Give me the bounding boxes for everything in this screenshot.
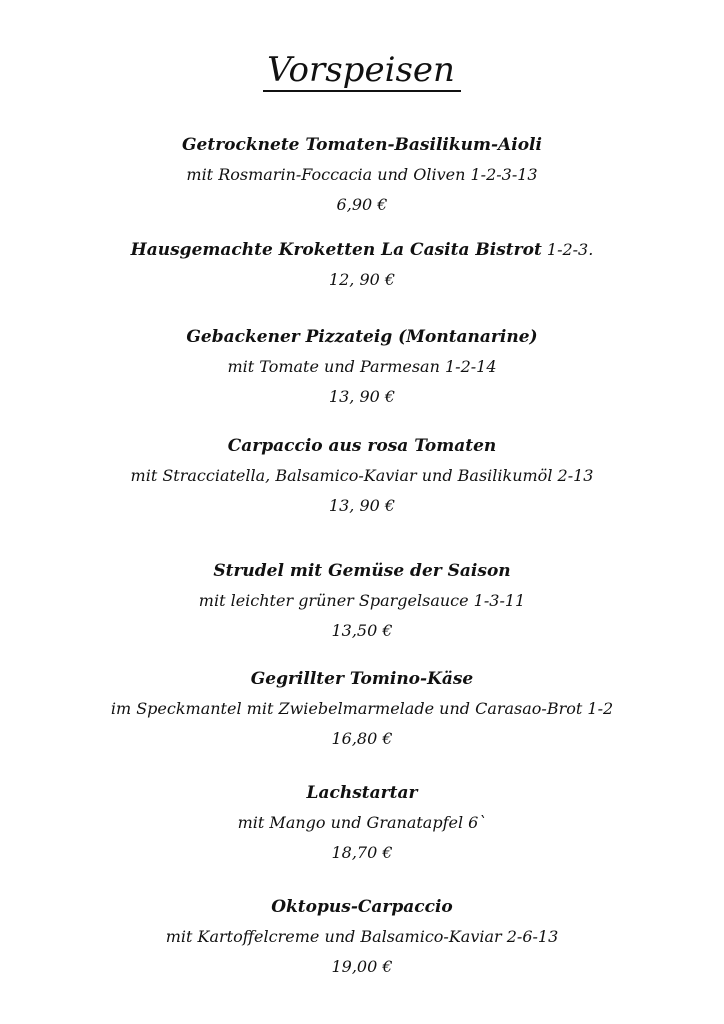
dish-description: mit Rosmarin-Foccacia und Oliven 1-2-3-13 bbox=[186, 165, 538, 184]
menu-item bbox=[0, 322, 724, 412]
dish-price: 13, 90 € bbox=[328, 387, 396, 406]
dish-allergens: 1-2-3. bbox=[541, 240, 594, 259]
dish-name: Hausgemachte Kroketten La Casita Bistrot bbox=[130, 240, 542, 260]
dish-name: Lachstartar bbox=[306, 783, 418, 803]
dish-price: 6,90 € bbox=[336, 195, 388, 214]
dish-name: Strudel mit Gemüse der Saison bbox=[213, 561, 511, 581]
dish-description: mit Mango und Granatapfel 6` bbox=[237, 813, 487, 832]
menu-item bbox=[0, 235, 724, 295]
menu-item bbox=[0, 431, 724, 521]
dish-price: 19,00 € bbox=[331, 957, 393, 976]
dish-price: 13, 90 € bbox=[328, 496, 396, 515]
dish-price: 13,50 € bbox=[331, 621, 393, 640]
dish-description: mit leichter grüner Spargelsauce 1-3-11 bbox=[198, 591, 526, 610]
menu-item bbox=[0, 664, 724, 754]
dish-description: mit Stracciatella, Balsamico-Kaviar und Basilikumöl 2-13 bbox=[130, 466, 594, 485]
dish-name: Gegrillter Tomino-Käse bbox=[250, 669, 474, 689]
dish-description: mit Kartoffelcreme und Balsamico-Kaviar 2-6-13 bbox=[165, 927, 559, 946]
menu-item bbox=[0, 130, 724, 220]
menu-item bbox=[0, 778, 724, 868]
dish-name-line bbox=[0, 235, 724, 265]
page-title-text: Vorspeisen bbox=[263, 50, 461, 92]
dish-name: Gebackener Pizzateig (Montanarine) bbox=[186, 327, 538, 347]
page-title bbox=[0, 48, 724, 92]
dish-price: 18,70 € bbox=[331, 843, 393, 862]
dish-price: 16,80 € bbox=[331, 729, 393, 748]
menu-item bbox=[0, 556, 724, 646]
dish-name: Getrocknete Tomaten-Basilikum-Aioli bbox=[182, 135, 542, 155]
dish-description: im Speckmantel mit Zwiebelmarmelade und Carasao-Brot 1-2 bbox=[110, 699, 614, 718]
dish-description: mit Tomate und Parmesan 1-2-14 bbox=[227, 357, 497, 376]
dish-price: 12, 90 € bbox=[328, 270, 396, 289]
dish-name: Carpaccio aus rosa Tomaten bbox=[227, 436, 497, 456]
dish-name: Oktopus-Carpaccio bbox=[271, 897, 453, 917]
menu-item bbox=[0, 892, 724, 982]
